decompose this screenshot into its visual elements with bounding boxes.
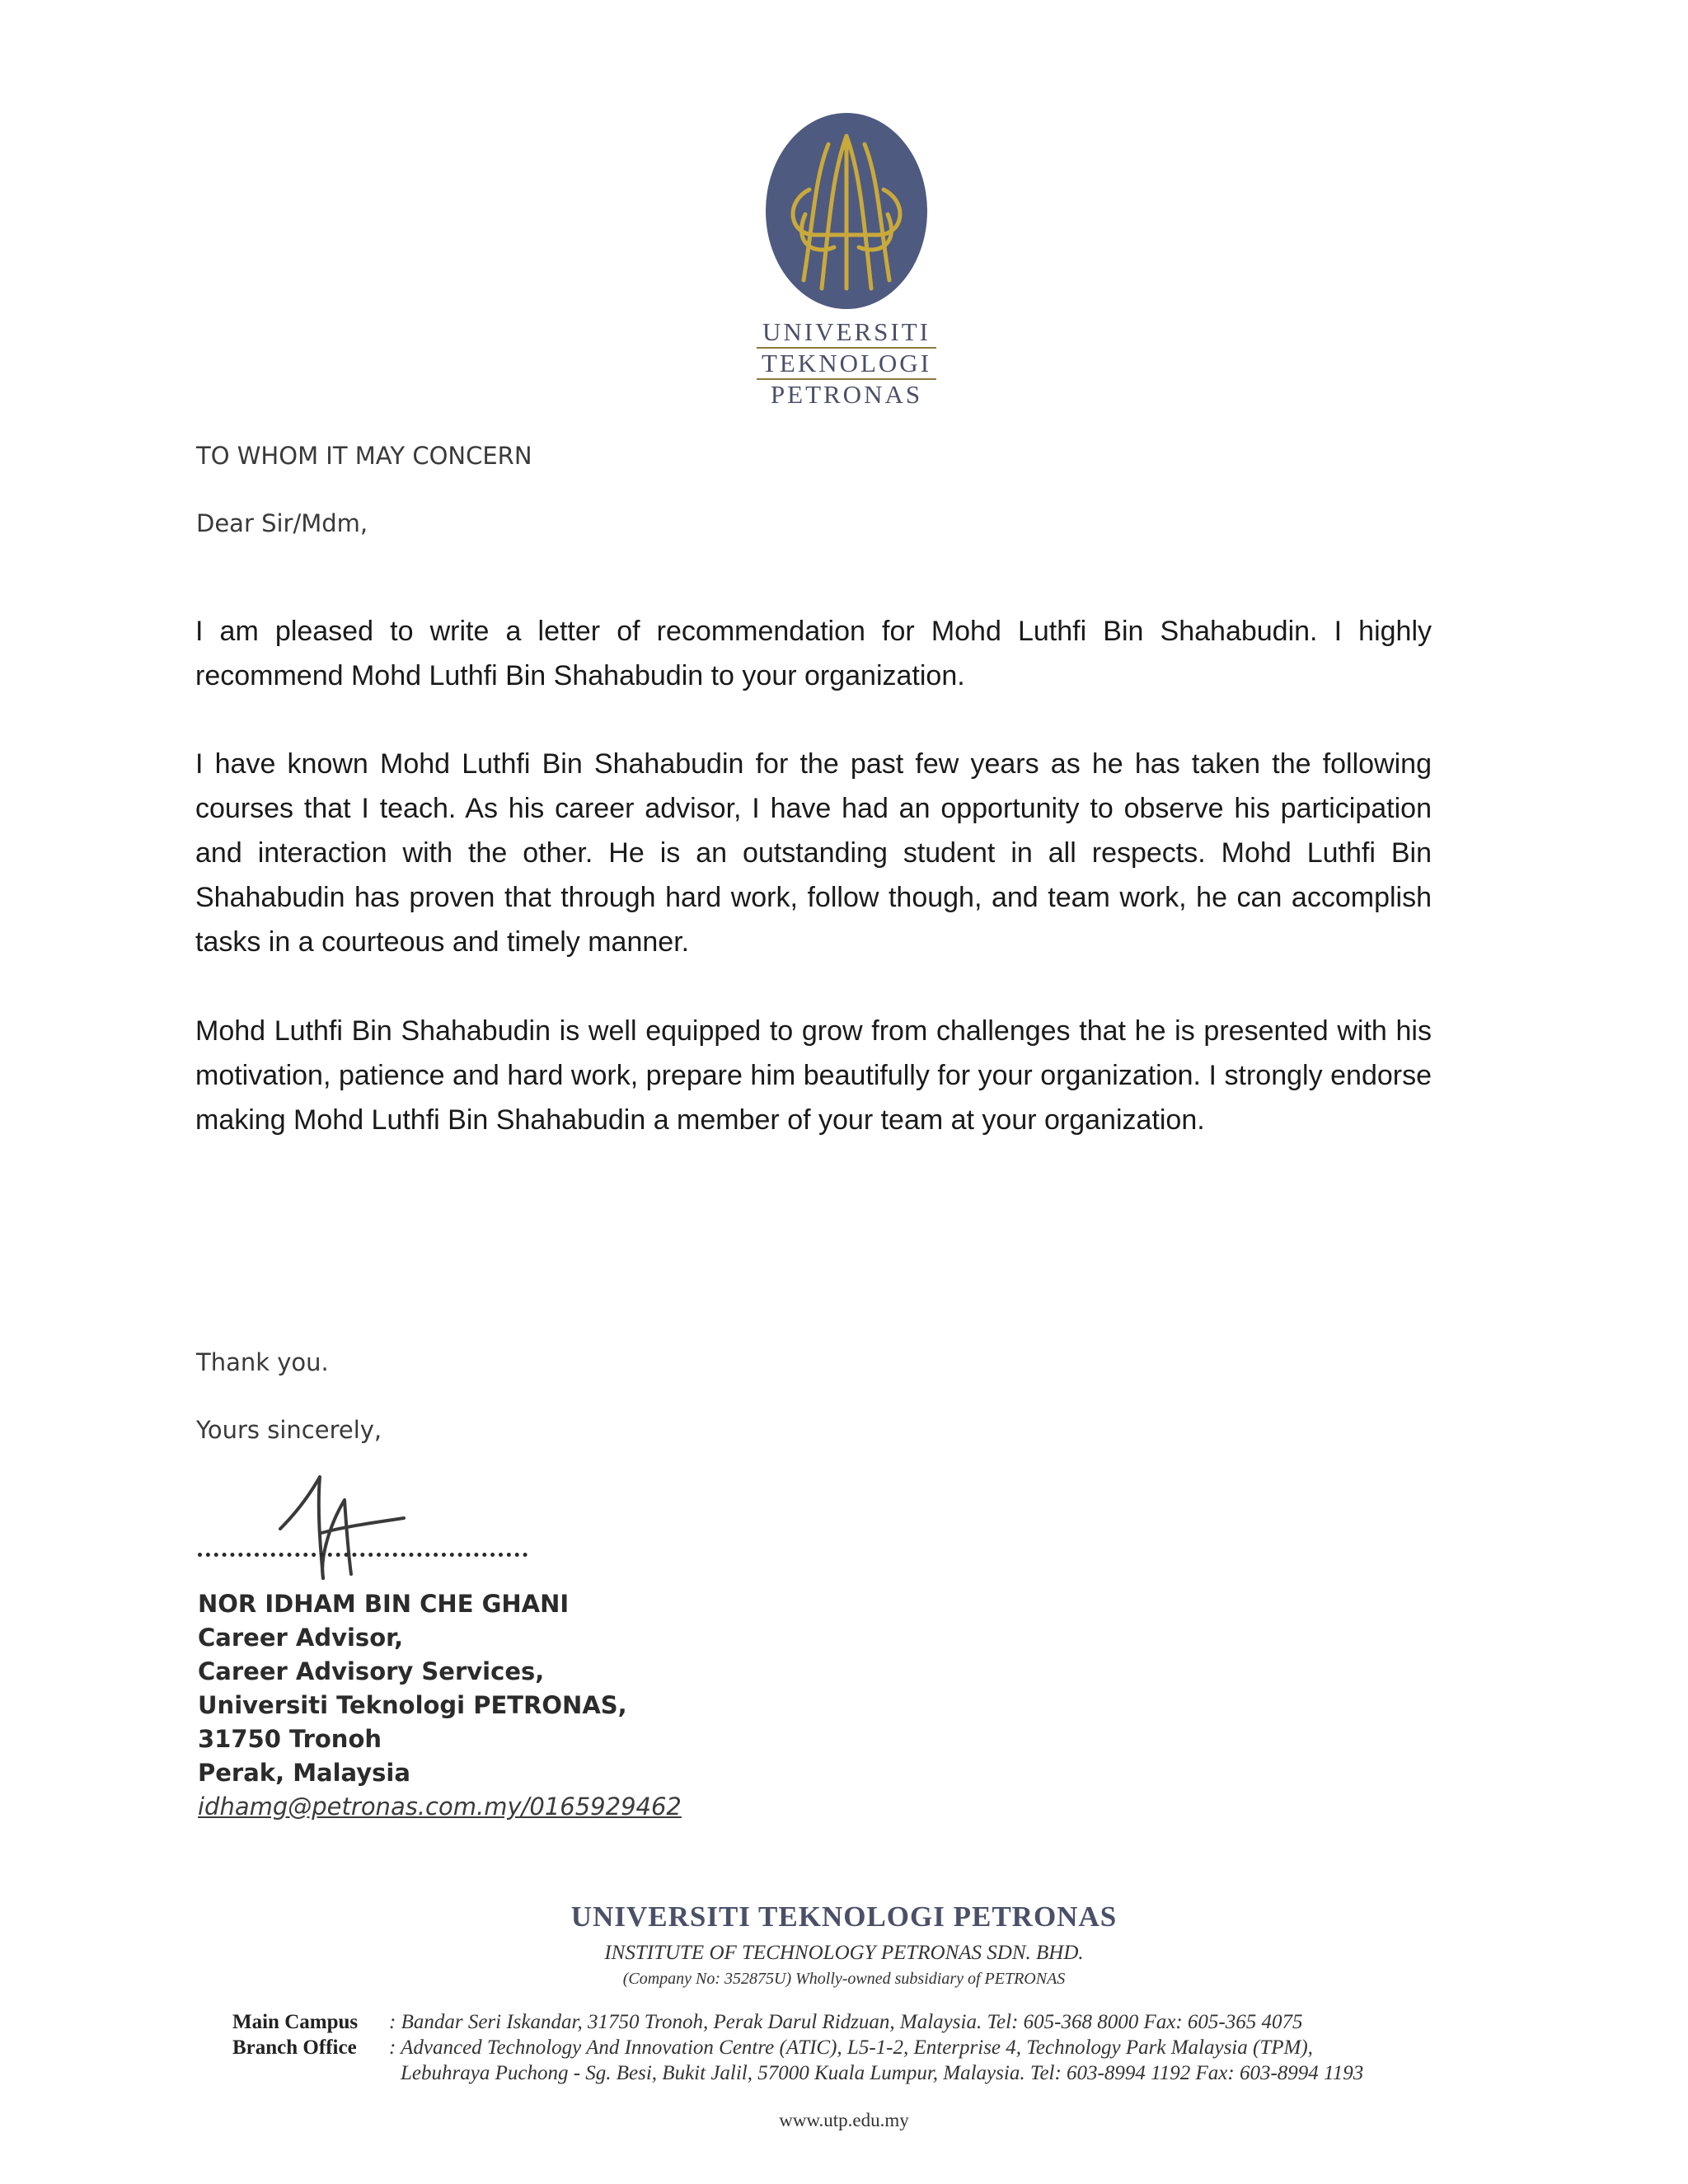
footer-branch-office-address-2: Lebuhraya Puchong - Sg. Besi, Bukit Jalil, 57000 Kuala Lumpur, Malaysia. Tel: 603-8994 1192 Fax: 603-8994 1193 bbox=[401, 2062, 1364, 2084]
footer-org-name: UNIVERSITI TEKNOLOGI PETRONAS bbox=[570, 1900, 1118, 1933]
signatory-title: Career Advisor, bbox=[198, 1624, 404, 1652]
closing-sign-off: Yours sincerely, bbox=[196, 1416, 382, 1444]
body-paragraph-1: I am pleased to write a letter of recommendation for Mohd Luthfi Bin Shahabudin. I highly recommend Mohd Luthfi Bin Shahabudin to your organization. bbox=[195, 616, 1432, 691]
recipient-line: TO WHOM IT MAY CONCERN bbox=[196, 442, 532, 470]
signatory-name: NOR IDHAM BIN CHE GHANI bbox=[198, 1590, 570, 1618]
footer-main-campus-label: Main Campus bbox=[232, 2011, 359, 2033]
signature-dotted-line bbox=[198, 1553, 528, 1557]
footer-branch-office-label: Branch Office bbox=[232, 2036, 357, 2059]
signatory-block bbox=[198, 1587, 682, 1824]
university-emblem-icon bbox=[764, 111, 929, 311]
footer-branch-office-address-1: : Advanced Technology And Innovation Centre (ATIC), L5-1-2, Enterprise 4, Technology Park Malaysia (TPM), bbox=[389, 2036, 1313, 2059]
footer-main-campus-address: : Bandar Seri Iskandar, 31750 Tronoh, Perak Darul Ridzuan, Malaysia. Tel: 605-368 8000 Fax: 605-365 4075 bbox=[389, 2011, 1303, 2033]
signatory-postcode-city: 31750 Tronoh bbox=[198, 1725, 382, 1753]
footer-institute: INSTITUTE OF TECHNOLOGY PETRONAS SDN. BHD. bbox=[604, 1942, 1084, 1964]
logo-line-1: UNIVERSITI bbox=[757, 317, 936, 349]
signatory-institution: Universiti Teknologi PETRONAS, bbox=[198, 1691, 627, 1719]
logo-line-3: PETRONAS bbox=[770, 380, 923, 409]
footer-website-link[interactable]: www.utp.edu.my bbox=[779, 2110, 909, 2130]
logo-line-2: TEKNOLOGI bbox=[757, 349, 936, 380]
signatory-state-country: Perak, Malaysia bbox=[198, 1759, 410, 1787]
signatory-contact-link[interactable]: idhamg@petronas.com.my/0165929462 bbox=[198, 1793, 682, 1821]
handwritten-signature bbox=[272, 1467, 420, 1582]
body-paragraph-3: Mohd Luthfi Bin Shahabudin is well equipped to grow from challenges that he is presented with his motivation, patience and hard work, prepare him beautifully for your organization. I strongly endorse making Mohd Luthfi Bin Shahabudin a member of your team at your organization. bbox=[195, 1015, 1432, 1136]
footer-company-note: (Company No: 352875U) Wholly-owned subsidiary of PETRONAS bbox=[622, 1970, 1066, 1988]
greeting-line: Dear Sir/Mdm, bbox=[196, 509, 368, 537]
university-logo-wordmark bbox=[742, 317, 951, 410]
body-paragraph-2: I have known Mohd Luthfi Bin Shahabudin for the past few years as he has taken the following courses that I teach. As his career advisor, I have had an opportunity to observe his participation and interaction with the other. He is an outstanding student in all respects. Mohd Luthfi Bin Shahabudin has proven that through hard work, follow though, and team work, he can accomplish tasks in a courteous and timely manner. bbox=[195, 748, 1432, 958]
signatory-department: Career Advisory Services, bbox=[198, 1657, 545, 1685]
closing-thanks: Thank you. bbox=[196, 1348, 329, 1376]
